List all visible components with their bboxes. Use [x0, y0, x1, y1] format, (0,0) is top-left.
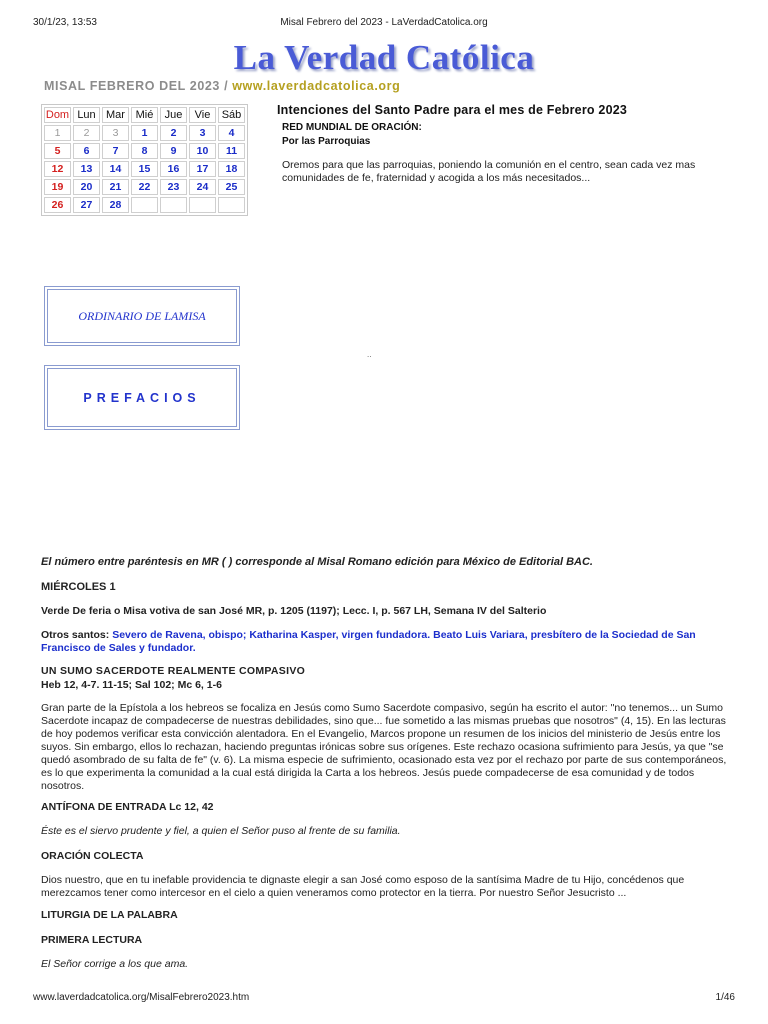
calendar-day-link[interactable]: 12	[44, 161, 71, 177]
calendar-day-link[interactable]: 16	[160, 161, 187, 177]
subtitle-separator: /	[224, 79, 229, 93]
print-timestamp: 30/1/23, 13:53	[33, 17, 97, 28]
primera-lectura-text: El Señor corrige a los que ama.	[41, 958, 189, 970]
calendar-day-link[interactable]: 4	[218, 125, 245, 141]
calendar-day-link[interactable]: 25	[218, 179, 245, 195]
intentions-body: Oremos para que las parroquias, poniendo la comunión en el centro, sean cada vez mas comunidades de fe, fraternidad y acogida a los más necesitados...	[282, 159, 696, 184]
reflection-title: UN SUMO SACERDOTE REALMENTE COMPASIVO	[41, 665, 306, 677]
antifona-text: Éste es el siervo prudente y fiel, a quien el Señor puso al frente de su familia.	[41, 825, 401, 837]
ordinario-misa-button[interactable]	[44, 286, 240, 346]
primera-lectura-title: PRIMERA LECTURA	[41, 934, 143, 946]
calendar-day-link[interactable]: 23	[160, 179, 187, 195]
calendar-day-link[interactable]: 2	[160, 125, 187, 141]
colecta-title: ORACIÓN COLECTA	[41, 850, 144, 862]
bac-note: El número entre paréntesis en MR ( ) corresponde al Misal Romano edición para México de Editorial BAC.	[41, 556, 593, 568]
otros-santos-label: Otros santos:	[41, 629, 110, 641]
liturgia-title: LITURGIA DE LA PALABRA	[41, 909, 178, 921]
liturgical-color-line: Verde De feria o Misa votiva de san José MR, p. 1205 (1197); Lecc. I, p. 567 LH, Semana IV del Salterio	[41, 605, 547, 617]
site-url-link[interactable]: www.laverdadcatolica.org	[232, 79, 401, 93]
calendar-day-link[interactable]: 20	[73, 179, 100, 195]
month-calendar	[41, 104, 248, 216]
calendar-day-link[interactable]: 6	[73, 143, 100, 159]
reflection-refs: Heb 12, 4-7. 11-15; Sal 102; Mc 6, 1-6	[41, 679, 222, 691]
misal-label: MISAL FEBRERO DEL 2023	[44, 79, 220, 93]
calendar-day-link[interactable]: 11	[218, 143, 245, 159]
intentions-network: RED MUNDIAL DE ORACIÓN:	[282, 122, 422, 133]
calendar-day-prev-month: 1	[44, 125, 71, 141]
calendar-week-row	[44, 197, 245, 213]
calendar-day-link[interactable]: 13	[73, 161, 100, 177]
separator-dots: ..	[367, 350, 372, 359]
print-page-title: Misal Febrero del 2023 - LaVerdadCatolica.org	[280, 17, 488, 28]
day-heading: MIÉRCOLES 1	[41, 581, 116, 593]
calendar-week-row	[44, 125, 245, 141]
calendar-day-header: Vie	[189, 107, 216, 123]
calendar-day-link[interactable]: 18	[218, 161, 245, 177]
site-subtitle	[44, 79, 400, 93]
calendar-day-header: Mar	[102, 107, 129, 123]
calendar-day-link[interactable]: 5	[44, 143, 71, 159]
calendar-day-empty	[218, 197, 245, 213]
calendar-day-empty	[189, 197, 216, 213]
reflection-body: Gran parte de la Epístola a los hebreos se focaliza en Jesús como Sumo Sacerdote compasivo, según ha escrito el autor: "no tenemos... un Sumo Sacerdote incapaz de compadecerse de nuestras debilidades, sino que... fue sometido a las mismas pruebas que nosotros" (4, 15). En las lecturas de hoy podemos verificar esta convicción alentadora. En el Evangelio, Marcos propone un resumen de los inicios del ministerio de Jesús entre los suyos. Sin embargo, ellos lo rechazan, haciendo preguntas irónicas sobre sus orígenes. Este rechazo ocasiona sufrimiento para Jesús, ya que "se quedó asombrado de su falta de fe" (v. 6). La misma especie de sufrimiento, ocasionado esta vez por el rechazo por parte de sus contemporáneos, es lo que experimenta la comunidad a la cual está dirigida la Carta a los hebreos. Jesús puede compadecerse de esa comunidad y de todos nosotros.	[41, 702, 727, 792]
calendar-day-header: Dom	[45, 109, 70, 121]
calendar-day-prev-month: 2	[73, 125, 100, 141]
calendar-day-link[interactable]: 21	[102, 179, 129, 195]
calendar-day-link[interactable]: 3	[189, 125, 216, 141]
print-page-count: 1/46	[715, 992, 735, 1003]
calendar-day-link[interactable]: 28	[102, 197, 129, 213]
calendar-day-link[interactable]: 7	[102, 143, 129, 159]
calendar-day-link[interactable]: 17	[189, 161, 216, 177]
calendar-week-row	[44, 179, 245, 195]
calendar-day-link[interactable]: 15	[131, 161, 158, 177]
calendar-day-link[interactable]: 27	[73, 197, 100, 213]
intentions-title: Intenciones del Santo Padre para el mes de Febrero 2023	[277, 103, 628, 117]
colecta-text: Dios nuestro, que en tu inefable providencia te dignaste elegir a san José como esposo de la santísima Madre de tu Hijo, concédenos que merezcamos tener como intercesor en el cielo a quien veneramos como protector en la tierra. Por nuestro Señor Jesucristo ...	[41, 874, 685, 899]
calendar-day-link[interactable]: 9	[160, 143, 187, 159]
calendar-week-row	[44, 143, 245, 159]
otros-santos	[41, 629, 731, 655]
antifona-title: ANTÍFONA DE ENTRADA Lc 12, 42	[41, 801, 214, 813]
calendar-day-link[interactable]: 10	[189, 143, 216, 159]
calendar-day-link[interactable]: 26	[44, 197, 71, 213]
calendar-day-header: Lun	[73, 107, 100, 123]
prefacios-label: PREFACIOS	[83, 390, 201, 405]
otros-santos-links[interactable]: Severo de Ravena, obispo; Katharina Kasper, virgen fundadora. Beato Luis Variara, presbítero de la Sociedad de San Francisco de Sales y fundador.	[41, 629, 696, 654]
intentions-topic: Por las Parroquias	[282, 136, 371, 147]
calendar-day-empty	[160, 197, 187, 213]
calendar-day-empty	[131, 197, 158, 213]
calendar-week-row	[44, 161, 245, 177]
calendar-day-header: Sáb	[218, 107, 245, 123]
calendar-day-prev-month: 3	[102, 125, 129, 141]
site-title[interactable]: La Verdad Católica	[233, 38, 535, 77]
calendar-day-header: Mié	[131, 107, 158, 123]
calendar-day-link[interactable]: 14	[102, 161, 129, 177]
calendar-day-header: Jue	[160, 107, 187, 123]
calendar-day-link[interactable]: 22	[131, 179, 158, 195]
calendar-day-link[interactable]: 24	[189, 179, 216, 195]
calendar-day-link[interactable]: 1	[131, 125, 158, 141]
ordinario-misa-label: ORDINARIO DE LAMISA	[78, 308, 206, 323]
prefacios-button[interactable]	[44, 365, 240, 430]
calendar-header-row	[44, 107, 245, 123]
calendar-day-link[interactable]: 19	[44, 179, 71, 195]
print-footer-url: www.laverdadcatolica.org/MisalFebrero2023.htm	[33, 992, 250, 1003]
calendar-day-link[interactable]: 8	[131, 143, 158, 159]
